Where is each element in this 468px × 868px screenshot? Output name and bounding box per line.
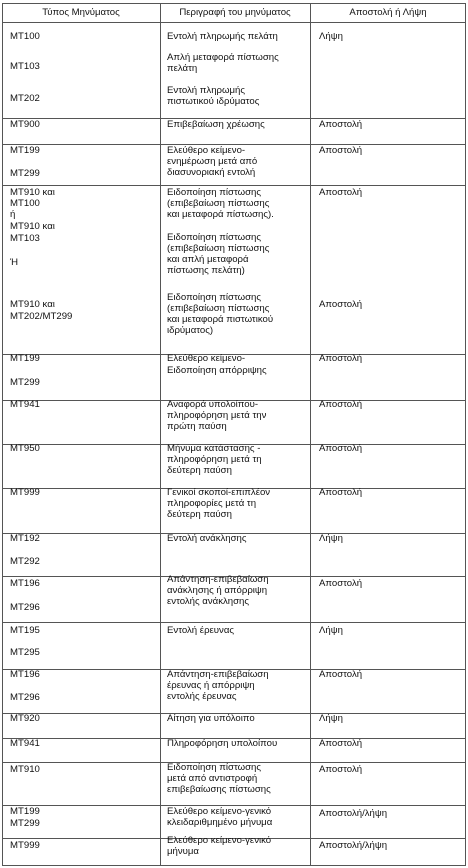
message-type-text: MT103 [10, 61, 40, 72]
header-send-or-receive: Αποστολή ή Λήψη [349, 7, 427, 18]
message-description-text: δεύτερη παύση [167, 465, 232, 476]
message-type-text: MT910 [10, 764, 40, 775]
send-or-receive-text: Λήψη [319, 31, 343, 42]
send-or-receive-text: Αποστολή [319, 119, 363, 130]
message-description-text: μετά από αντιστροφή [167, 773, 258, 784]
message-type-text: MT941 [10, 738, 40, 749]
message-description-text: Εντολή πληρωμής πελάτη [167, 31, 278, 42]
message-type-text: MT199 [10, 145, 40, 156]
message-description-text: Πληροφόρηση υπολοίπου [167, 738, 278, 749]
message-type-text: MT199 [10, 353, 40, 364]
message-description-text: εντολής ανάκλησης [167, 596, 250, 607]
message-type-text: MT941 [10, 399, 40, 410]
message-type-text: MT103 [10, 233, 40, 244]
message-description-text: (επιβεβαίωση πίστωσης [167, 243, 270, 254]
message-types-table [2, 3, 466, 866]
column-divider [160, 3, 161, 866]
message-type-text: MT950 [10, 443, 40, 454]
message-description-text: έρευνας ή απόρριψη [167, 680, 255, 691]
message-type-text: MT202 [10, 93, 40, 104]
message-description-text: και μεταφορά πίστωσης). [167, 209, 274, 220]
message-description-text: πληροφορίες μετά τη [167, 498, 257, 509]
send-or-receive-text: Αποστολή [319, 578, 363, 589]
message-type-text: MT192 [10, 533, 40, 544]
message-type-text: MT299 [10, 818, 40, 829]
table-grid [2, 3, 466, 866]
message-description-text: Ειδοποίηση πίστωσης [167, 232, 261, 243]
message-type-text: MT910 και [10, 187, 55, 198]
message-description-text: Απάντηση-επιβεβαίωση [167, 574, 269, 585]
message-description-text: επιβεβαίωσης πίστωσης [167, 784, 271, 795]
message-description-text: Εντολή ανάκλησης [167, 533, 247, 544]
column-divider [2, 3, 3, 866]
send-or-receive-text: Αποστολή/λήψη [319, 808, 388, 819]
send-or-receive-text: Αποστολή [319, 353, 363, 364]
message-description-text: Ελεύθερο κείμενο-γενικό [167, 806, 272, 817]
message-type-text: MT910 και [10, 299, 55, 310]
message-description-text: Ελεύθερο κείμενο- [167, 353, 246, 364]
message-type-text: MT999 [10, 487, 40, 498]
header-message-description: Περιγραφή του μηνύματος [179, 7, 291, 18]
message-type-text: MT999 [10, 840, 40, 851]
message-type-text: MT195 [10, 625, 40, 636]
message-description-text: πίστωσης πελάτη) [167, 265, 245, 276]
message-description-text: Αίτηση για υπόλοιπο [167, 713, 255, 724]
message-type-text: MT100 [10, 198, 40, 209]
message-description-text: πιστωτικού ιδρύματος [167, 96, 260, 107]
message-description-text: πληροφόρηση μετά την [167, 410, 267, 421]
header-message-type: Τύπος Μηνύματος [42, 7, 120, 18]
message-description-text: Ειδοποίηση πίστωσης [167, 762, 261, 773]
message-description-text: πληροφόρηση μετά τη [167, 454, 262, 465]
message-type-text: MT202/MT299 [10, 311, 73, 322]
message-description-text: Ελεύθερο κείμενο- [167, 145, 246, 156]
column-divider [310, 3, 311, 866]
message-type-text: MT900 [10, 119, 40, 130]
message-description-text: πρώτη παύση [167, 421, 227, 432]
message-description-text: (επιβεβαίωση πίστωσης [167, 303, 270, 314]
message-description-text: δεύτερη παύση [167, 509, 232, 520]
message-description-text: Εντολή έρευνας [167, 625, 235, 636]
message-description-text: Επιβεβαίωση χρέωσης [167, 119, 265, 130]
send-or-receive-text: Αποστολή/λήψη [319, 840, 388, 851]
message-description-text: Αναφορά υπολοίπου- [167, 399, 259, 410]
message-description-text: Ειδοποίηση απόρριψης [167, 365, 267, 376]
message-description-text: Ειδοποίηση πίστωσης [167, 292, 261, 303]
message-description-text: και μεταφορά πιστωτικού [167, 314, 274, 325]
message-description-text: και απλή μεταφορά [167, 254, 249, 265]
message-description-text: Απλή μεταφορά πίστωσης [167, 52, 279, 63]
message-description-text: (επιβεβαίωση πίστωσης [167, 198, 270, 209]
row-divider [2, 22, 466, 23]
message-description-text: πελάτη [167, 63, 198, 74]
message-type-text: MT196 [10, 578, 40, 589]
message-description-text: Ειδοποίηση πίστωσης [167, 187, 261, 198]
message-description-text: Ελεύθερο κείμενο-γενικό [167, 835, 272, 846]
send-or-receive-text: Αποστολή [319, 399, 363, 410]
send-or-receive-text: Λήψη [319, 533, 343, 544]
message-description-text: ανάκλησης ή απόρριψη [167, 585, 268, 596]
message-description-text: μήνυμα [167, 846, 199, 857]
message-type-text: MT295 [10, 647, 40, 658]
message-description-text: διασυνοριακή εντολή [167, 167, 256, 178]
message-type-text: MT199 [10, 806, 40, 817]
message-type-text: MT299 [10, 168, 40, 179]
send-or-receive-text: Αποστολή [319, 299, 363, 310]
message-type-text: MT296 [10, 692, 40, 703]
message-description-text: ενημέρωση μετά από [167, 156, 258, 167]
message-type-text: ή [10, 209, 16, 220]
message-type-text: MT299 [10, 377, 40, 388]
message-type-text: MT296 [10, 602, 40, 613]
message-type-text: Ή [10, 257, 19, 268]
message-type-text: MT910 και [10, 221, 55, 232]
message-type-text: MT100 [10, 31, 40, 42]
send-or-receive-text: Λήψη [319, 713, 343, 724]
message-description-text: εντολής έρευνας [167, 691, 237, 702]
row-divider [2, 3, 466, 4]
row-divider [2, 185, 466, 186]
column-divider [465, 3, 466, 866]
send-or-receive-text: Αποστολή [319, 487, 363, 498]
send-or-receive-text: Αποστολή [319, 443, 363, 454]
message-type-text: MT292 [10, 556, 40, 567]
message-description-text: κλειδαριθμημένο μήνυμα [167, 817, 273, 828]
send-or-receive-text: Αποστολή [319, 669, 363, 680]
message-type-text: MT196 [10, 669, 40, 680]
message-description-text: Απάντηση-επιβεβαίωση [167, 669, 269, 680]
send-or-receive-text: Αποστολή [319, 145, 363, 156]
row-divider [2, 865, 466, 866]
message-type-text: MT920 [10, 713, 40, 724]
row-divider [2, 622, 466, 623]
message-description-text: Γενικοί σκοποί-επιπλέον [167, 487, 271, 498]
message-description-text: Μήνυμα κατάστασης - [167, 443, 261, 454]
message-description-text: ιδρύματος) [167, 325, 214, 336]
send-or-receive-text: Αποστολή [319, 764, 363, 775]
send-or-receive-text: Λήψη [319, 625, 343, 636]
send-or-receive-text: Αποστολή [319, 738, 363, 749]
message-description-text: Εντολή πληρωμής [167, 85, 245, 96]
send-or-receive-text: Αποστολή [319, 187, 363, 198]
